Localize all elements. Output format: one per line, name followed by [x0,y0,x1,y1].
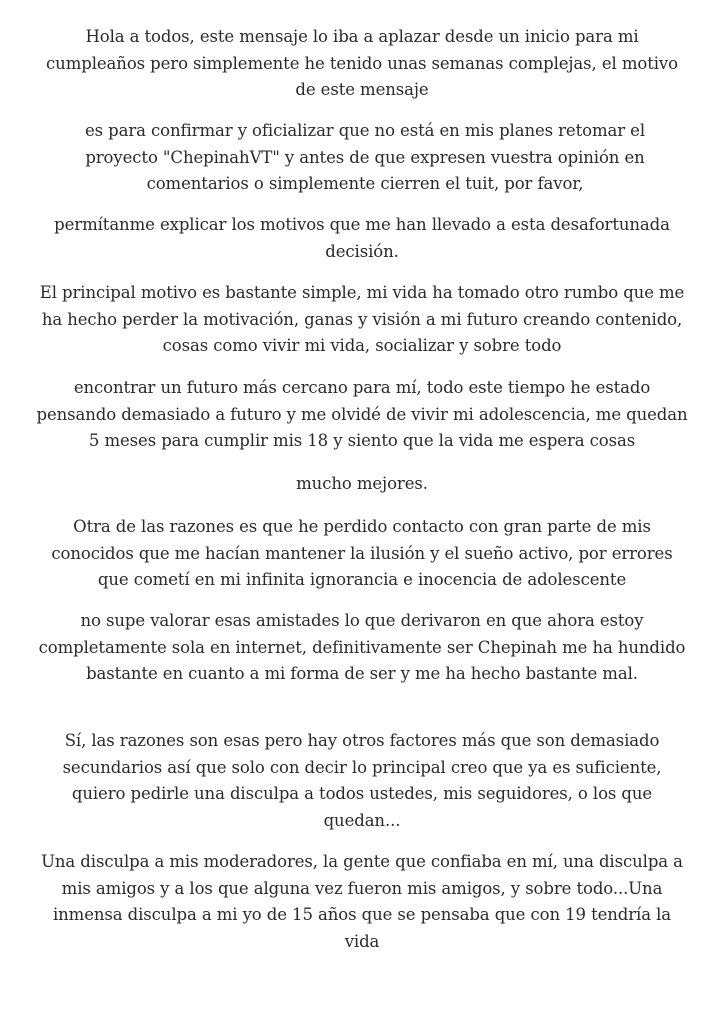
paragraph-4: El principal motivo es bastante simple, mi vida ha tomado otro rumbo que me ha hecho perder la motivación, ganas y visión a mi futuro creando contenido, cosas como vivir mi vida, socializar y sobre todo [39,283,685,355]
paragraph-2: es para confirmar y oficializar que no está en mis planes retomar el proyecto "ChepinahVT" y antes de que expresen vuestra opinión en comentarios o simplemente cierren el tuit, por favor, [84,121,646,193]
paragraph-5: encontrar un futuro más cercano para mí, todo este tiempo he estado pensando demasiado a futuro y me olvidé de vivir mi adolescencia, me quedan 5 meses para cumplir mis 18 y siento que la vida me espera cosas [36,378,688,450]
paragraph-7: Otra de las razones es que he perdido contacto con gran parte de mis conocidos que me hacían mantener la ilusión y el sueño activo, por errores que cometí en mi infinita ignorancia e inocencia de adolescente [51,517,673,589]
paragraph-1: Hola a todos, este mensaje lo iba a aplazar desde un inicio para mi cumpleaños pero simplemente he tenido unas semanas complejas, el motivo de este mensaje [46,27,678,99]
paragraph-10: Una disculpa a mis moderadores, la gente que confiaba en mí, una disculpa a mis amigos y a los que alguna vez fueron mis amigos, y sobre todo...Una inmensa disculpa a mi yo de 15 años que se pensaba que con 19 tendría la vida [41,852,683,951]
paragraph-9: Sí, las razones son esas pero hay otros factores más que son demasiado secundarios así que solo con decir lo principal creo que ya es suficiente, quiero pedirle una disculpa a todos ustedes, mis seguidores, o los que quedan... [62,731,662,830]
paragraph-8: no supe valorar esas amistades lo que derivaron en que ahora estoy completamente sola en internet, definitivamente ser Chepinah me ha hundido bastante en cuanto a mi forma de ser y me ha hecho bastante mal. [38,611,686,683]
paragraph-6: mucho mejores. [296,474,428,493]
paragraph-3: permítanme explicar los motivos que me han llevado a esta desafortunada decisión. [54,215,670,261]
